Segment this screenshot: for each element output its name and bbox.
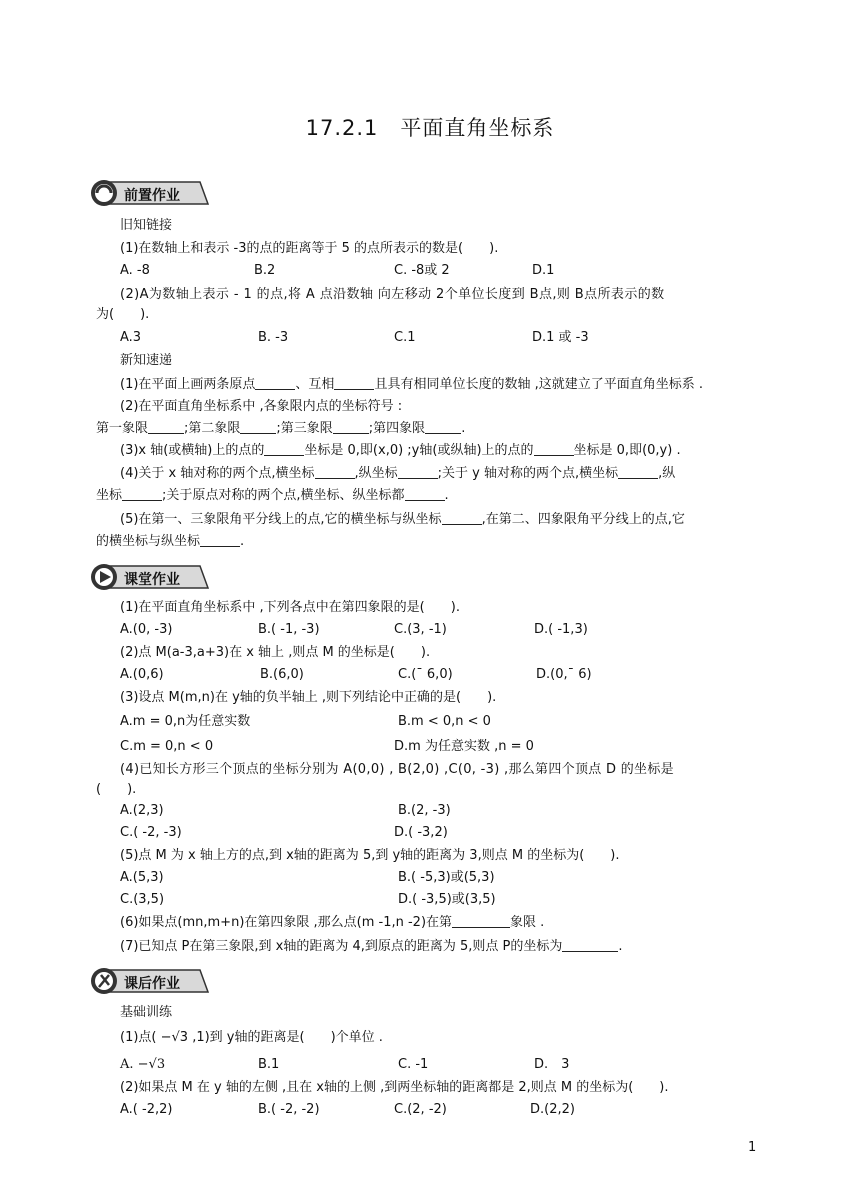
class-q4-opt-d: D.( -3,2) — [394, 825, 448, 840]
new-knowledge-header: 新知速递 — [120, 353, 173, 368]
n4-text-e: 坐标 — [96, 488, 123, 503]
new-n5-line2 — [96, 534, 244, 550]
answer-blank — [452, 915, 510, 928]
n4-text-f: ;关于原点对称的两个点,横坐标、纵坐标都 — [162, 488, 405, 503]
new-n2: (2)在平面直角坐标系中 ,各象限内点的坐标符号 : — [120, 399, 403, 414]
pre-q2-line2: 为( ). — [96, 307, 150, 322]
n4-text-d: ,纵 — [658, 466, 676, 481]
n5-text-c: 的横坐标与纵坐标 — [96, 534, 201, 549]
class-q7 — [120, 939, 623, 955]
pre-q1-opt-c: C. -8或 2 — [394, 263, 450, 278]
n4-text-c: ;关于 y 轴对称的两个点,横坐标 — [437, 466, 619, 481]
answer-blank — [122, 488, 162, 501]
n3-text-b: 坐标是 0,即(x,0) ;y轴(或纵轴)上的点的 — [304, 443, 534, 458]
page-title — [0, 112, 860, 142]
new-n2-quadrants — [96, 421, 465, 437]
n4-text-b: ,纵坐标 — [354, 466, 398, 481]
class-q3-opt-b: B.m < 0,n < 0 — [398, 714, 491, 729]
class-q3: (3)设点 M(m,n)在 y轴的负半轴上 ,则下列结论中正确的是( ). — [120, 690, 497, 705]
after-q2-opt-b: B.( -2, -2) — [258, 1102, 320, 1117]
class-q2: (2)点 M(a-3,a+3)在 x 轴上 ,则点 M 的坐标是( ). — [120, 645, 431, 660]
banner-graphic — [88, 964, 212, 998]
basic-training-header: 基础训练 — [120, 1005, 173, 1020]
answer-blank — [398, 466, 438, 479]
after-q2-opt-d: D.(2,2) — [530, 1102, 575, 1117]
n4-text-a: (4)关于 x 轴对称的两个点,横坐标 — [120, 466, 315, 481]
class-q4-opt-b: B.(2, -3) — [398, 803, 451, 818]
n5-text-a: (5)在第一、三象限角平分线上的点,它的横坐标与纵坐标 — [120, 512, 442, 527]
class-q4-line1: (4)已知长方形三个顶点的坐标分别为 A(0,0) , B(2,0) ,C(0, -3) ,那么第四个顶点 D 的坐标是 — [120, 762, 674, 777]
new-n1 — [120, 377, 703, 393]
class-q3-opt-a: A.m = 0,n为任意实数 — [120, 714, 251, 729]
class-q1-opt-a: A.(0, -3) — [120, 622, 173, 637]
answer-blank — [264, 443, 304, 456]
n2-end: . — [461, 421, 466, 436]
class-q3-opt-c: C.m = 0,n < 0 — [120, 739, 214, 754]
class-q4-line2: ( ). — [96, 782, 137, 797]
banner-classwork — [88, 560, 212, 594]
pre-q2-opt-a: A.3 — [120, 330, 142, 345]
quadrant-3-label: ;第三象限 — [276, 421, 333, 436]
q6-text-b: 象限 . — [510, 915, 545, 930]
pre-q2-line1: (2)A为数轴上表示 - 1 的点,将 A 点沿数轴 向左移动 2个单位长度到 B点,则 B点所表示的数 — [120, 287, 665, 302]
class-q2-opt-a: A.(0,6) — [120, 667, 164, 682]
class-q5-opt-a: A.(5,3) — [120, 870, 164, 885]
svg-text:课堂作业: 课堂作业 — [124, 572, 180, 588]
quadrant-2-label: ;第二象限 — [184, 421, 241, 436]
q7-text-b: . — [618, 939, 623, 954]
n5-text-d: . — [240, 534, 245, 549]
after-q1-opt-d: D. 3 — [534, 1057, 570, 1072]
pre-q1-opt-b: B.2 — [254, 263, 276, 278]
n1-text-c: 且具有相同单位长度的数轴 ,这就建立了平面直角坐标系 . — [374, 377, 703, 392]
answer-blank — [618, 466, 658, 479]
banner-graphic — [88, 560, 212, 594]
answer-blank — [315, 466, 355, 479]
answer-blank — [148, 421, 184, 434]
quadrant-1-label: 第一象限 — [96, 421, 149, 436]
after-q2-opt-c: C.(2, -2) — [394, 1102, 447, 1117]
pre-q2-opt-c: C.1 — [394, 330, 416, 345]
answer-blank — [562, 939, 618, 952]
pre-q2-opt-b: B. -3 — [258, 330, 289, 345]
n1-text-a: (1)在平面上画两条原点 — [120, 377, 256, 392]
svg-text:前置作业: 前置作业 — [124, 188, 180, 204]
class-q4-opt-c: C.( -2, -3) — [120, 825, 182, 840]
class-q5-opt-b: B.( -5,3)或(5,3) — [398, 870, 495, 885]
q6-text-a: (6)如果点(mn,m+n)在第四象限 ,那么点(m -1,n -2)在第 — [120, 915, 453, 930]
after-q2-opt-a: A.( -2,2) — [120, 1102, 173, 1117]
pre-q2-opt-d: D.1 或 -3 — [532, 330, 589, 345]
class-q6 — [120, 915, 544, 931]
pre-q1-opt-a: A. -8 — [120, 263, 150, 278]
answer-blank — [405, 488, 445, 501]
page-number: 1 — [748, 1140, 757, 1155]
class-q1: (1)在平面直角坐标系中 ,下列各点中在第四象限的是( ). — [120, 600, 460, 615]
new-n4-line2 — [96, 488, 449, 504]
pre-q1-opt-d: D.1 — [532, 263, 555, 278]
q7-text-a: (7)已知点 P在第三象限,到 x轴的距离为 4,到原点的距离为 5,则点 P的坐标为 — [120, 939, 563, 954]
banner-pre-homework — [88, 176, 212, 210]
answer-blank — [425, 421, 461, 434]
after-q2: (2)如果点 M 在 y 轴的左侧 ,且在 x轴的上侧 ,到两坐标轴的距离都是 2,则点 M 的坐标为( ). — [120, 1080, 669, 1095]
class-q5: (5)点 M 为 x 轴上方的点,到 x轴的距离为 5,到 y轴的距离为 3,则点 M 的坐标为( ). — [120, 848, 620, 863]
after-q1-opt-c: C. -1 — [398, 1057, 429, 1072]
new-n3 — [120, 443, 681, 459]
answer-blank — [333, 421, 369, 434]
n5-text-b: ,在第二、四象限角平分线上的点,它 — [481, 512, 685, 527]
class-q2-opt-b: B.(6,0) — [260, 667, 304, 682]
section-title: 平面直角坐标系 — [400, 116, 555, 140]
n3-text-c: 坐标是 0,即(0,y) . — [573, 443, 681, 458]
class-q5-opt-d: D.( -3,5)或(3,5) — [398, 892, 496, 907]
pre-q1: (1)在数轴上和表示 -3的点的距离等于 5 的点所表示的数是( ). — [120, 241, 499, 256]
answer-blank — [534, 443, 574, 456]
new-n5-line1 — [120, 512, 685, 528]
n1-text-b: 、互相 — [295, 377, 335, 392]
answer-blank — [255, 377, 295, 390]
answer-blank — [240, 421, 276, 434]
answer-blank — [442, 512, 482, 525]
quadrant-4-label: ;第四象限 — [368, 421, 426, 436]
answer-blank — [200, 534, 240, 547]
class-q1-opt-b: B.( -1, -3) — [258, 622, 320, 637]
new-n4-line1 — [120, 466, 675, 482]
n4-text-g: . — [444, 488, 449, 503]
old-knowledge-header: 旧知链接 — [120, 218, 173, 233]
answer-blank — [334, 377, 374, 390]
class-q2-opt-d: D.(0,¯ 6) — [536, 667, 592, 682]
class-q1-opt-c: C.(3, -1) — [394, 622, 447, 637]
class-q4-opt-a: A.(2,3) — [120, 803, 164, 818]
banner-graphic — [88, 176, 212, 210]
class-q5-opt-c: C.(3,5) — [120, 892, 165, 907]
banner-after-class — [88, 964, 212, 998]
class-q3-opt-d: D.m 为任意实数 ,n = 0 — [394, 739, 534, 754]
section-number: 17.2.1 — [305, 116, 379, 140]
n3-text-a: (3)x 轴(或横轴)上的点的 — [120, 443, 265, 458]
class-q2-opt-c: C.(¯ 6,0) — [398, 667, 453, 682]
after-q1-opt-a: A. −√3 — [120, 1057, 166, 1072]
after-q1-opt-b: B.1 — [258, 1057, 280, 1072]
svg-text:课后作业: 课后作业 — [124, 976, 180, 992]
class-q1-opt-d: D.( -1,3) — [534, 622, 588, 637]
after-q1: (1)点( −√3 ,1)到 y轴的距离是( )个单位 . — [120, 1030, 383, 1045]
